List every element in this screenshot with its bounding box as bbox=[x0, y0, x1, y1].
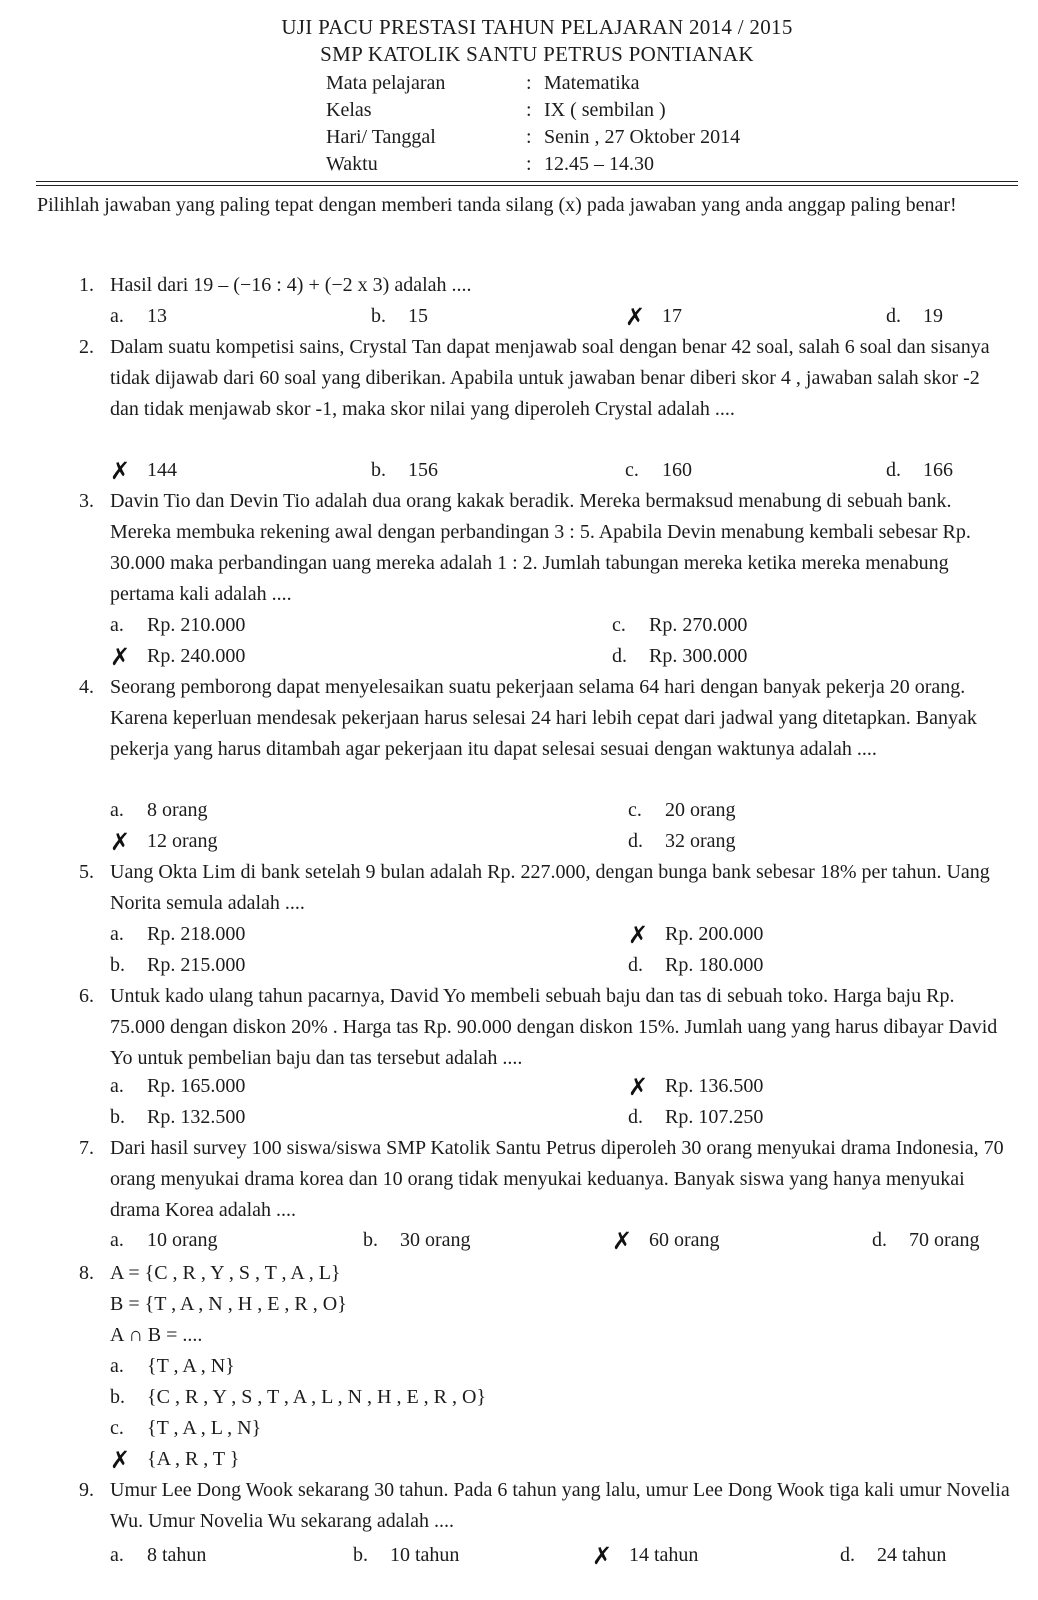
instructions: Pilihlah jawaban yang paling tepat dengan memberi tanda silang (x) pada jawaban yang anda anggap paling benar! bbox=[37, 194, 957, 216]
question-text: Uang Okta Lim di bank setelah 9 bulan adalah Rp. 227.000, dengan bunga bank sebesar 18% per tahun. Uang Norita semula adalah .... bbox=[110, 861, 990, 914]
question-text: Dari hasil survey 100 siswa/siswa SMP Katolik Santu Petrus diperoleh 30 orang menyukai drama Indonesia, 70 orang menyukai drama korea dan 10 orang tidak menyukai keduanya. Banyak siswa yang hanya menyukai drama Korea adalah .... bbox=[110, 1137, 1004, 1221]
meta-value: 12.45 – 14.30 bbox=[544, 153, 654, 175]
option-d[interactable]: d. Rp. 180.000 bbox=[628, 954, 764, 976]
option-c[interactable]: c. {T , A , L , N} bbox=[110, 1417, 262, 1439]
option-b[interactable]: b. 15 bbox=[371, 305, 428, 327]
question-text: Davin Tio dan Devin Tio adalah dua orang kakak beradik. Mereka bermaksud menabung di sebuah bank. Mereka membuka rekening awal dengan perbandingan 3 : 5. Apabila Devin menabung kembali sebesar Rp. 30.000 maka perbandingan uang mereka adalah 1 : 2. Jumlah tabungan mereka ketika mereka menabung pertama kali adalah .... bbox=[110, 490, 971, 605]
option-b-selected[interactable]: ✗ Rp. 240.000 bbox=[110, 643, 246, 672]
question-text: Seorang pemborong dapat menyelesaikan suatu pekerjaan selama 64 hari dengan banyak pekerja 20 orang. Karena keperluan mendesak pekerjaan harus selesai 24 hari lebih cepat dari jadwal yang ditetapkan. Banyak pekerja yang harus ditambah agar pekerjaan itu dapat selesai sesuai dengan waktunya adalah .... bbox=[110, 676, 977, 760]
school-name: SMP KATOLIK SANTU PETRUS PONTIANAK bbox=[320, 42, 754, 66]
exam-title: UJI PACU PRESTASI TAHUN PELAJARAN 2014 / 2015 bbox=[281, 15, 793, 39]
option-b[interactable]: b. Rp. 215.000 bbox=[110, 954, 246, 976]
question-text: Umur Lee Dong Wook sekarang 30 tahun. Pada 6 tahun yang lalu, umur Lee Dong Wook tiga kali umur Novelia Wu. Umur Novelia Wu sekarang adalah .... bbox=[110, 1479, 1010, 1532]
option-d[interactable]: d. 32 orang bbox=[628, 830, 736, 852]
option-c-selected[interactable]: ✗ 17 bbox=[625, 303, 682, 332]
question-number: 1. bbox=[79, 274, 94, 296]
option-a[interactable]: a. Rp. 218.000 bbox=[110, 923, 246, 945]
cross-mark-icon: ✗ bbox=[110, 828, 131, 857]
meta-label: Waktu bbox=[326, 153, 378, 175]
cross-mark-icon: ✗ bbox=[110, 1446, 131, 1475]
option-b[interactable]: b. {C , R , Y , S , T , A , L , N , H , E , R , O} bbox=[110, 1386, 487, 1408]
set-a-line: A = {C , R , Y , S , T , A , L} bbox=[110, 1262, 341, 1284]
option-c[interactable]: c. Rp. 270.000 bbox=[612, 614, 748, 636]
meta-value: Matematika bbox=[544, 72, 640, 94]
option-d[interactable]: d. 19 bbox=[886, 305, 943, 327]
option-c-selected[interactable]: ✗ Rp. 200.000 bbox=[628, 921, 764, 950]
set-intersection-line: A ∩ B = .... bbox=[110, 1324, 203, 1346]
question-number: 4. bbox=[79, 676, 94, 698]
option-b[interactable]: b. 156 bbox=[371, 459, 438, 481]
divider-top bbox=[36, 181, 1018, 182]
question-number: 8. bbox=[79, 1262, 94, 1284]
question-number: 5. bbox=[79, 861, 94, 883]
cross-mark-icon: ✗ bbox=[625, 303, 646, 332]
option-d[interactable]: d. 166 bbox=[886, 459, 953, 481]
option-a[interactable]: a. 13 bbox=[110, 305, 167, 327]
option-c[interactable]: c. 160 bbox=[625, 459, 692, 481]
option-a[interactable]: a. Rp. 210.000 bbox=[110, 614, 246, 636]
question-text: Hasil dari 19 – (−16 : 4) + (−2 x 3) adalah .... bbox=[110, 274, 472, 296]
meta-label: Kelas bbox=[326, 99, 372, 121]
option-a[interactable]: a. 10 orang bbox=[110, 1229, 218, 1251]
meta-date: Hari/ Tanggal : Senin , 27 Oktober 2014 bbox=[326, 124, 740, 151]
divider-bottom bbox=[36, 185, 1018, 186]
option-a[interactable]: a. 8 tahun bbox=[110, 1544, 207, 1566]
option-b[interactable]: b. 30 orang bbox=[363, 1229, 471, 1251]
cross-mark-icon: ✗ bbox=[612, 1227, 633, 1256]
option-d[interactable]: d. 70 orang bbox=[872, 1229, 980, 1251]
question-number: 6. bbox=[79, 985, 94, 1007]
cross-mark-icon: ✗ bbox=[110, 643, 131, 672]
option-b[interactable]: b. 10 tahun bbox=[353, 1544, 460, 1566]
option-b[interactable]: b. Rp. 132.500 bbox=[110, 1106, 246, 1128]
meta-value: IX ( sembilan ) bbox=[544, 99, 666, 121]
option-a[interactable]: a. {T , A , N} bbox=[110, 1355, 235, 1377]
meta-class: Kelas : IX ( sembilan ) bbox=[326, 97, 740, 124]
exam-header bbox=[0, 14, 1038, 68]
set-b-line: B = {T , A , N , H , E , R , O} bbox=[110, 1293, 347, 1315]
option-a-selected[interactable]: ✗ 144 bbox=[110, 457, 177, 486]
exam-meta bbox=[326, 70, 740, 178]
question-number: 9. bbox=[79, 1479, 94, 1501]
question-number: 2. bbox=[79, 336, 94, 358]
meta-value: Senin , 27 Oktober 2014 bbox=[544, 126, 741, 148]
meta-subject: Mata pelajaran : Matematika bbox=[326, 70, 740, 97]
question-text: Untuk kado ulang tahun pacarnya, David Yo membeli sebuah baju dan tas di sebuah toko. Harga baju Rp. 75.000 dengan diskon 20% . Harga tas Rp. 90.000 dengan diskon 15%. Jumlah uang yang harus dibayar David Yo untuk pembelian baju dan tas tersebut adalah .... bbox=[110, 985, 998, 1069]
cross-mark-icon: ✗ bbox=[592, 1542, 613, 1571]
meta-time: Waktu : 12.45 – 14.30 bbox=[326, 151, 740, 178]
cross-mark-icon: ✗ bbox=[110, 457, 131, 486]
meta-label: Mata pelajaran bbox=[326, 72, 446, 94]
question-text: Dalam suatu kompetisi sains, Crystal Tan dapat menjawab soal dengan benar 42 soal, salah 6 soal dan sisanya tidak dijawab dari 60 soal yang diberikan. Apabila untuk jawaban benar diberi skor 4 , jawaban salah skor -2 dan tidak menjawab skor -1, maka skor nilai yang diperoleh Crystal adalah .... bbox=[110, 336, 990, 420]
option-b-selected[interactable]: ✗ 12 orang bbox=[110, 828, 218, 857]
option-c-selected[interactable]: ✗ Rp. 136.500 bbox=[628, 1073, 764, 1102]
question-number: 3. bbox=[79, 490, 94, 512]
option-d-selected[interactable]: ✗ {A , R , T } bbox=[110, 1446, 240, 1475]
question-number: 7. bbox=[79, 1137, 94, 1159]
option-d[interactable]: d. Rp. 300.000 bbox=[612, 645, 748, 667]
cross-mark-icon: ✗ bbox=[628, 921, 649, 950]
option-c-selected[interactable]: ✗ 60 orang bbox=[612, 1227, 720, 1256]
option-c[interactable]: c. 20 orang bbox=[628, 799, 736, 821]
option-a[interactable]: a. Rp. 165.000 bbox=[110, 1075, 246, 1097]
option-a[interactable]: a. 8 orang bbox=[110, 799, 208, 821]
option-c-selected[interactable]: ✗ 14 tahun bbox=[592, 1542, 699, 1571]
option-d[interactable]: d. 24 tahun bbox=[840, 1544, 947, 1566]
option-d[interactable]: d. Rp. 107.250 bbox=[628, 1106, 764, 1128]
cross-mark-icon: ✗ bbox=[628, 1073, 649, 1102]
meta-label: Hari/ Tanggal bbox=[326, 126, 436, 148]
